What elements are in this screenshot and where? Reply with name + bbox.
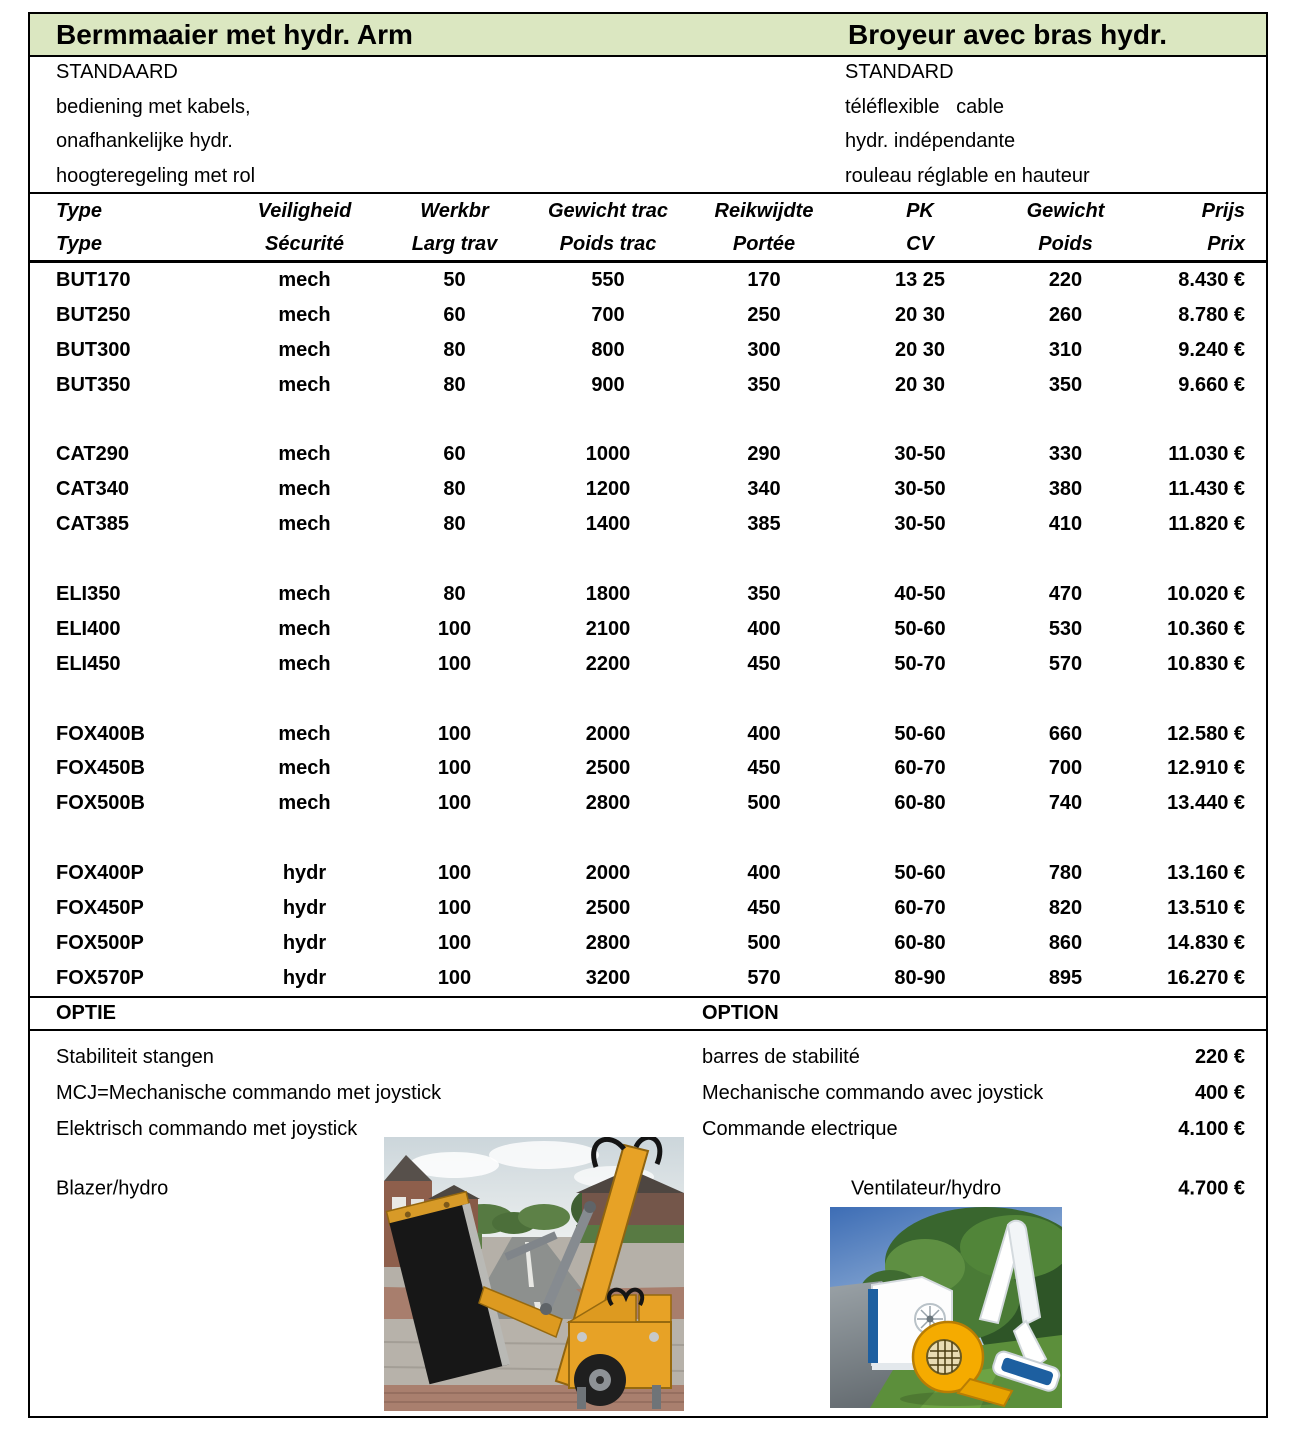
- table-row: [30, 507, 1266, 542]
- table-cell: CAT290: [56, 443, 129, 466]
- col-header: PK: [906, 200, 934, 222]
- table-header: [30, 194, 1266, 263]
- table-cell: 780: [1048, 862, 1083, 885]
- table-cell: 310: [1048, 338, 1083, 361]
- standard-line: hydr. indépendante: [845, 130, 1016, 152]
- standard-list-fr: [845, 55, 1090, 193]
- table-cell: 385: [747, 513, 781, 536]
- table-cell: 60: [443, 443, 466, 466]
- table-cell: 450: [747, 652, 781, 675]
- table-cell: 470: [1048, 582, 1083, 605]
- table-cell: mech: [278, 443, 331, 466]
- table-cell: BUT350: [56, 373, 131, 396]
- standard-line: bediening met kabels,: [56, 95, 251, 118]
- table-cell: 60: [443, 303, 466, 326]
- table-cell: 100: [437, 722, 472, 745]
- table-row: [30, 298, 1266, 333]
- col-header: Type: [56, 233, 102, 255]
- table-body: [30, 263, 1266, 998]
- table-cell: 20 30: [894, 303, 946, 326]
- table-cell: 13.510 €: [1167, 896, 1245, 919]
- table-cell: 3200: [585, 966, 631, 989]
- options-heading-nl: OPTIE: [56, 1002, 117, 1024]
- table-cell: ELI350: [56, 582, 121, 605]
- col-header: Prix: [1207, 233, 1245, 255]
- table-cell: 12.910 €: [1167, 757, 1245, 780]
- table-row-spacer: [30, 682, 1266, 717]
- table-cell: 2800: [585, 931, 631, 954]
- table-cell: 50-60: [894, 722, 946, 745]
- table-cell: 100: [437, 931, 472, 954]
- standard-list-nl: [56, 55, 255, 193]
- table-cell: 9.240 €: [1178, 338, 1245, 361]
- option-row: [30, 1039, 1266, 1075]
- table-cell: 1800: [585, 582, 631, 605]
- table-cell: FOX500P: [56, 931, 144, 954]
- table-cell: 100: [437, 792, 472, 815]
- table-cell: 11.430 €: [1168, 478, 1245, 501]
- col-header: Werkbr: [420, 200, 489, 222]
- col-header: Poids trac: [559, 233, 657, 255]
- col-header: CV: [906, 233, 934, 255]
- table-cell: 400: [747, 862, 781, 885]
- table-cell: 13.160 €: [1167, 862, 1245, 885]
- col-header: Gewicht: [1026, 200, 1105, 222]
- table-row: [30, 717, 1266, 752]
- table-cell: BUT300: [56, 338, 131, 361]
- table-cell: ELI450: [56, 652, 121, 675]
- table-cell: 14.830 €: [1167, 931, 1245, 954]
- table-cell: 380: [1048, 478, 1083, 501]
- table-cell: 1400: [585, 513, 631, 536]
- table-cell: mech: [278, 338, 331, 361]
- table-cell: 13 25: [894, 268, 946, 291]
- table-cell: 2800: [585, 792, 631, 815]
- table-cell: 350: [747, 373, 781, 396]
- table-cell: ELI400: [56, 617, 121, 640]
- col-header: Sécurité: [265, 233, 344, 255]
- table-cell: 170: [747, 268, 781, 291]
- table-cell: 100: [437, 966, 472, 989]
- standard-line: onafhankelijke hydr.: [56, 130, 233, 152]
- table-cell: FOX400P: [56, 862, 144, 885]
- table-cell: 50-60: [894, 862, 946, 885]
- table-row: [30, 437, 1266, 472]
- table-cell: 2500: [585, 896, 631, 919]
- table-cell: 80-90: [894, 966, 946, 989]
- page-title-fr: Broyeur avec bras hydr.: [848, 19, 1168, 50]
- col-header: Poids: [1038, 233, 1093, 255]
- table-cell: 860: [1048, 931, 1083, 954]
- table-cell: 2100: [585, 617, 631, 640]
- table-cell: 9.660 €: [1178, 373, 1245, 396]
- table-cell: BUT170: [56, 268, 131, 291]
- table-cell: 60-80: [894, 792, 946, 815]
- table-cell: 500: [747, 931, 781, 954]
- table-cell: 30-50: [894, 443, 946, 466]
- table-cell: 10.830 €: [1167, 652, 1245, 675]
- table-cell: 800: [591, 338, 625, 361]
- table-cell: 400: [747, 617, 781, 640]
- table-cell: 100: [437, 652, 472, 675]
- table-cell: 100: [437, 757, 472, 780]
- table-cell: mech: [278, 617, 331, 640]
- table-cell: 10.360 €: [1167, 617, 1245, 640]
- ventilateur-photo: [830, 1207, 1062, 1408]
- table-row: [30, 368, 1266, 403]
- table-cell: 40-50: [894, 582, 946, 605]
- table-cell: 2000: [585, 722, 631, 745]
- table-cell: FOX450B: [56, 757, 145, 780]
- table-cell: FOX450P: [56, 896, 144, 919]
- table-cell: 100: [437, 896, 472, 919]
- table-row: [30, 472, 1266, 507]
- table-cell: mech: [278, 478, 331, 501]
- option-label-nl: MCJ=Mechanische commando met joystick: [56, 1081, 442, 1104]
- table-cell: 260: [1048, 303, 1083, 326]
- table-cell: 740: [1048, 792, 1083, 815]
- table-cell: 2200: [585, 652, 631, 675]
- table-cell: 8.780 €: [1178, 303, 1245, 326]
- option-label-fr: barres de stabilité: [702, 1045, 860, 1068]
- table-cell: mech: [278, 722, 331, 745]
- table-cell: 80: [443, 513, 466, 536]
- option-row: [30, 1075, 1266, 1111]
- option-label-nl: Elektrisch commando met joystick: [56, 1117, 358, 1140]
- table-cell: 11.820 €: [1168, 513, 1245, 536]
- table-cell: hydr: [282, 862, 327, 885]
- table-row: [30, 647, 1266, 682]
- table-cell: 2500: [585, 757, 631, 780]
- option-price: 4.100 €: [1178, 1117, 1245, 1140]
- table-cell: FOX570P: [56, 966, 144, 989]
- table-cell: CAT385: [56, 513, 129, 536]
- table-cell: 80: [443, 338, 466, 361]
- table-cell: 250: [747, 303, 781, 326]
- table-row: [30, 612, 1266, 647]
- table-row: [30, 961, 1266, 996]
- standard-line: STANDARD: [845, 61, 954, 83]
- table-cell: 570: [747, 966, 781, 989]
- table-cell: mech: [278, 757, 331, 780]
- table-cell: 410: [1048, 513, 1083, 536]
- table-row-spacer: [30, 403, 1266, 438]
- table-cell: 8.430 €: [1178, 268, 1245, 291]
- table-cell: 60-70: [894, 896, 946, 919]
- table-cell: 50-60: [894, 617, 946, 640]
- table-row-spacer: [30, 821, 1266, 856]
- table-cell: 530: [1048, 617, 1083, 640]
- table-row: [30, 263, 1266, 298]
- table-cell: mech: [278, 513, 331, 536]
- table-cell: 13.440 €: [1167, 792, 1245, 815]
- standard-line: téléflexible cable: [845, 95, 1004, 118]
- table-cell: 450: [747, 896, 781, 919]
- table-cell: BUT250: [56, 303, 131, 326]
- options-heading-row: [30, 998, 1266, 1031]
- option-label-fr: Commande electrique: [702, 1117, 898, 1140]
- table-cell: 1200: [585, 478, 631, 501]
- table-cell: 50-70: [894, 652, 946, 675]
- table-cell: 100: [437, 862, 472, 885]
- table-cell: 1000: [585, 443, 631, 466]
- option-price: 220 €: [1194, 1045, 1245, 1068]
- table-cell: 895: [1048, 966, 1083, 989]
- table-cell: mech: [278, 582, 331, 605]
- option-label-fr: Ventilateur/hydro: [851, 1177, 1002, 1200]
- col-header: Gewicht trac: [547, 200, 669, 222]
- standard-line: hoogteregeling met rol: [56, 164, 256, 187]
- table-cell: 500: [747, 792, 781, 815]
- table-cell: 30-50: [894, 513, 946, 536]
- table-cell: 20 30: [894, 338, 946, 361]
- table-cell: 80: [443, 373, 466, 396]
- table-cell: 570: [1048, 652, 1083, 675]
- table-cell: 220: [1048, 268, 1083, 291]
- table-row: [30, 786, 1266, 821]
- options-list: [30, 1031, 1266, 1147]
- table-cell: 290: [747, 443, 781, 466]
- table-cell: CAT340: [56, 478, 129, 501]
- col-header: Type: [56, 200, 102, 222]
- table-cell: 700: [1048, 757, 1083, 780]
- page-title-nl: Bermmaaier met hydr. Arm: [56, 19, 413, 50]
- table-row: [30, 577, 1266, 612]
- table-cell: 100: [437, 617, 472, 640]
- standard-section: [30, 57, 1266, 194]
- table-cell: 350: [1048, 373, 1083, 396]
- table-cell: 11.030 €: [1168, 443, 1245, 466]
- table-cell: 50: [443, 268, 466, 291]
- col-header: Larg trav: [411, 233, 498, 255]
- col-header: Prijs: [1201, 200, 1245, 222]
- table-cell: 60-70: [894, 757, 946, 780]
- table-cell: 80: [443, 582, 466, 605]
- table-cell: 550: [591, 268, 625, 291]
- table-cell: 16.270 €: [1167, 966, 1245, 989]
- table-cell: mech: [278, 268, 331, 291]
- table-cell: 400: [747, 722, 781, 745]
- table-row: [30, 856, 1266, 891]
- table-row: [30, 751, 1266, 786]
- table-cell: mech: [278, 303, 331, 326]
- table-cell: 660: [1048, 722, 1083, 745]
- table-cell: 300: [747, 338, 781, 361]
- table-cell: 30-50: [894, 478, 946, 501]
- option-price: 4.700 €: [1178, 1177, 1245, 1200]
- table-cell: 700: [591, 303, 625, 326]
- table-cell: 10.020 €: [1167, 582, 1245, 605]
- table-row-spacer: [30, 542, 1266, 577]
- table-cell: 900: [591, 373, 625, 396]
- table-cell: 350: [747, 582, 781, 605]
- table-row: [30, 333, 1266, 368]
- col-header: Veiligheid: [257, 200, 352, 222]
- table-cell: 20 30: [894, 373, 946, 396]
- table-cell: 2000: [585, 862, 631, 885]
- price-sheet: [28, 12, 1268, 1418]
- option-label-nl: Stabiliteit stangen: [56, 1045, 214, 1068]
- option-label-fr: Mechanische commando avec joystick: [702, 1081, 1044, 1104]
- table-cell: mech: [278, 652, 331, 675]
- table-cell: 330: [1048, 443, 1083, 466]
- table-cell: 60-80: [894, 931, 946, 954]
- table-header-row-nl: [30, 195, 1266, 228]
- table-cell: 820: [1048, 896, 1083, 919]
- table-cell: mech: [278, 792, 331, 815]
- table-cell: hydr: [282, 896, 327, 919]
- table-cell: FOX400B: [56, 722, 145, 745]
- options-heading-fr: OPTION: [702, 1002, 779, 1024]
- table-row: [30, 926, 1266, 961]
- table-cell: 80: [443, 478, 466, 501]
- table-cell: mech: [278, 373, 331, 396]
- table-cell: 450: [747, 757, 781, 780]
- table-cell: FOX500B: [56, 792, 145, 815]
- table-cell: hydr: [282, 931, 327, 954]
- table-header-row-fr: [30, 228, 1266, 261]
- col-header: Portée: [732, 233, 796, 255]
- standard-line: rouleau réglable en hauteur: [845, 164, 1090, 187]
- bermmaaier-photo: [384, 1137, 684, 1411]
- table-cell: hydr: [282, 966, 327, 989]
- option-price: 400 €: [1194, 1081, 1245, 1104]
- standard-line: STANDAARD: [56, 61, 178, 83]
- col-header: Reikwijdte: [714, 200, 814, 222]
- option-label-nl: Blazer/hydro: [56, 1177, 169, 1200]
- title-bar: [30, 14, 1266, 57]
- table-cell: 340: [747, 478, 781, 501]
- table-cell: 12.580 €: [1167, 722, 1245, 745]
- table-row: [30, 891, 1266, 926]
